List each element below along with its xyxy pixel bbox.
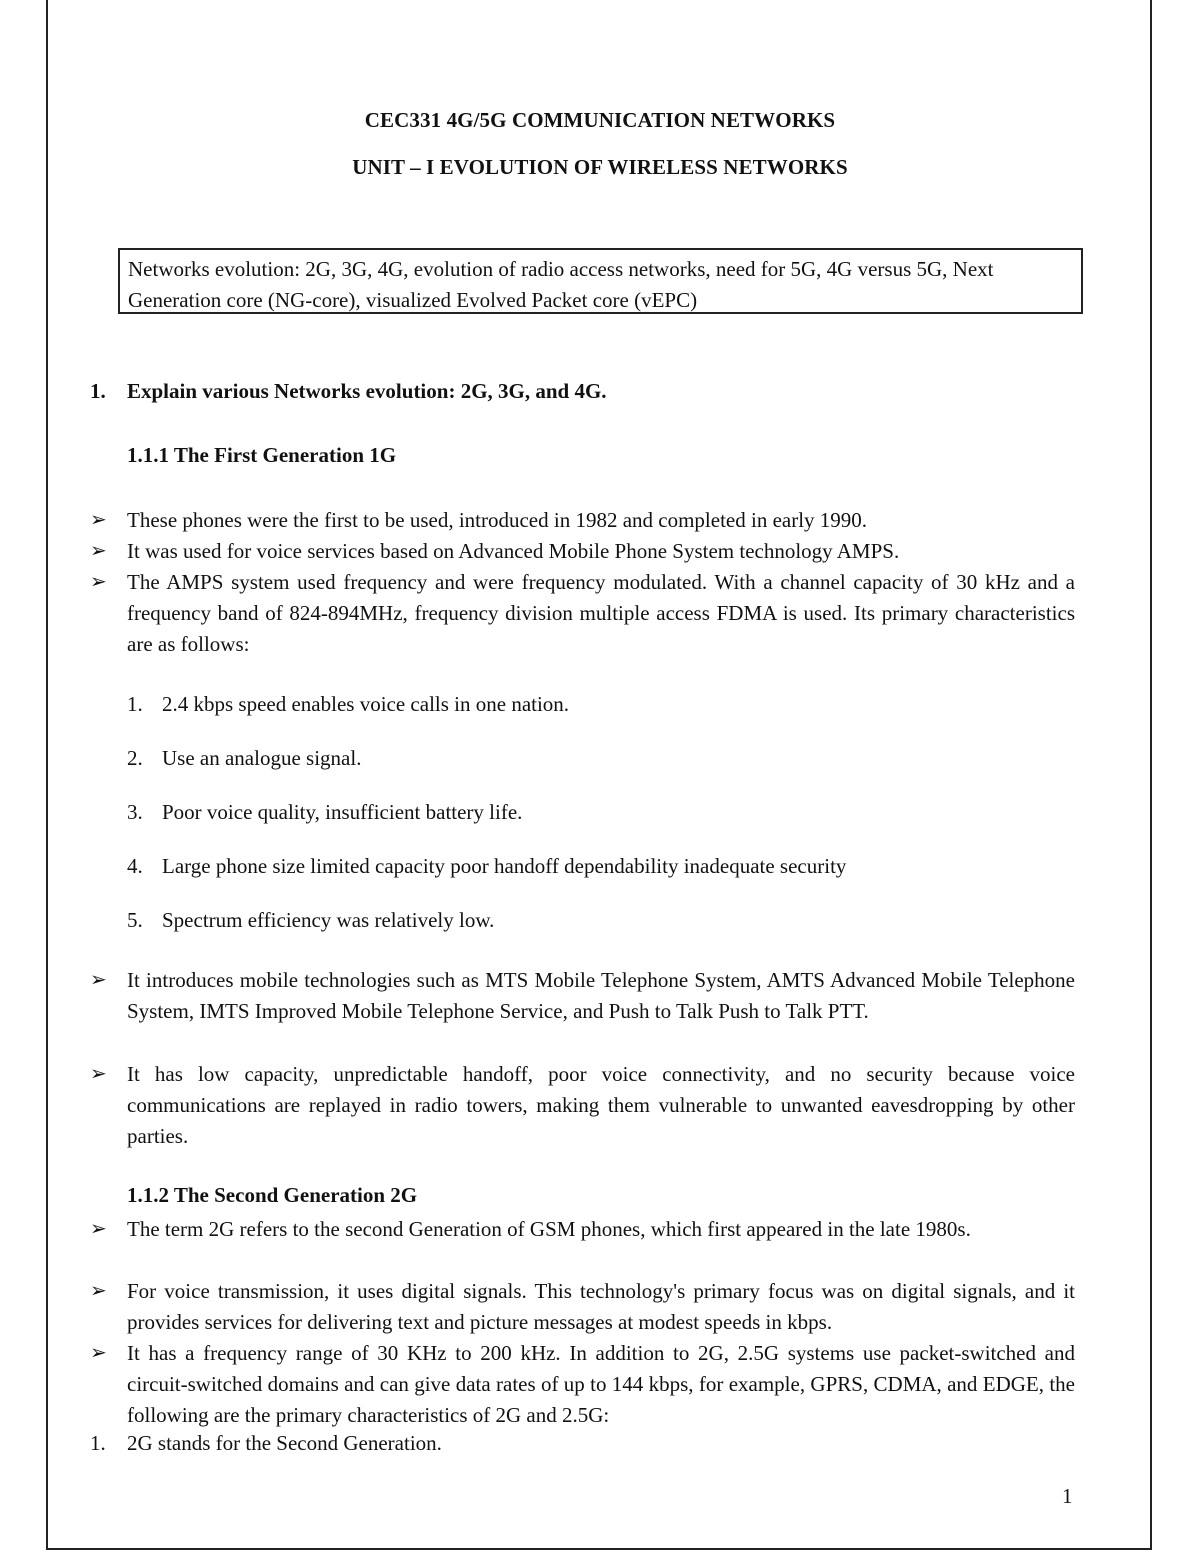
arrow-bullet-icon: ➢: [90, 571, 107, 593]
list-item: ➢ It was used for voice services based on Advanced Mobile Phone System technology AMPS.: [90, 536, 1075, 567]
section-heading-1g: 1.1.1 The First Generation 1G: [127, 443, 397, 467]
arrow-bullet-icon: ➢: [90, 969, 107, 991]
list-item: ➢ The AMPS system used frequency and were frequency modulated. With a channel capacity of 30 kHz and a frequency band of 824-894MHz, frequency division multiple access FDMA is used. Its primary characteristics are as follows:: [90, 567, 1075, 660]
arrow-bullet-icon: ➢: [90, 1063, 107, 1085]
list-item: ➢ It has a frequency range of 30 KHz to 200 kHz. In addition to 2G, 2.5G systems use packet-switched and circuit-switched domains and can give data rates of up to 144 kbps, for example, GPRS, CDMA, and EDGE, the following are the primary characteristics of 2G and 2.5G:: [90, 1338, 1075, 1431]
list-item: ➢ For voice transmission, it uses digital signals. This technology's primary focus was on digital signals, and it provides services for delivering text and picture messages at modest speeds in kbps.: [90, 1276, 1075, 1338]
arrow-bullet-icon: ➢: [90, 1280, 107, 1302]
arrow-bullet-icon: ➢: [90, 1342, 107, 1364]
list-item: ➢ It has low capacity, unpredictable handoff, poor voice connectivity, and no security because voice communications are replayed in radio towers, making them vulnerable to unwanted eavesdropping by other parties.: [90, 1059, 1075, 1152]
course-title: CEC331 4G/5G COMMUNICATION NETWORKS: [364, 108, 836, 132]
arrow-bullet-icon: ➢: [90, 540, 107, 562]
question-text: Explain various Networks evolution: 2G, 3G, and 4G.: [127, 379, 607, 403]
synopsis-box: Networks evolution: 2G, 3G, 4G, evolution of radio access networks, need for 5G, 4G versus 5G, Next Generation core (NG-core), visualized Evolved Packet core (vEPC): [118, 248, 1083, 314]
question-number: 1.: [90, 379, 106, 403]
unit-title: UNIT – I EVOLUTION OF WIRELESS NETWORKS: [352, 155, 848, 179]
section-heading-2g: 1.1.2 The Second Generation 2G: [127, 1183, 418, 1207]
list-item: ➢ The term 2G refers to the second Generation of GSM phones, which first appeared in the late 1980s.: [90, 1214, 1075, 1245]
arrow-bullet-icon: ➢: [90, 509, 107, 531]
page-number: 1: [1062, 1484, 1073, 1508]
list-item: ➢ It introduces mobile technologies such as MTS Mobile Telephone System, AMTS Advanced Mobile Telephone System, IMTS Improved Mobile Telephone Service, and Push to Talk Push to Talk PTT.: [90, 965, 1075, 1027]
arrow-bullet-icon: ➢: [90, 1218, 107, 1240]
list-item: ➢ These phones were the first to be used, introduced in 1982 and completed in early 1990.: [90, 505, 1075, 536]
